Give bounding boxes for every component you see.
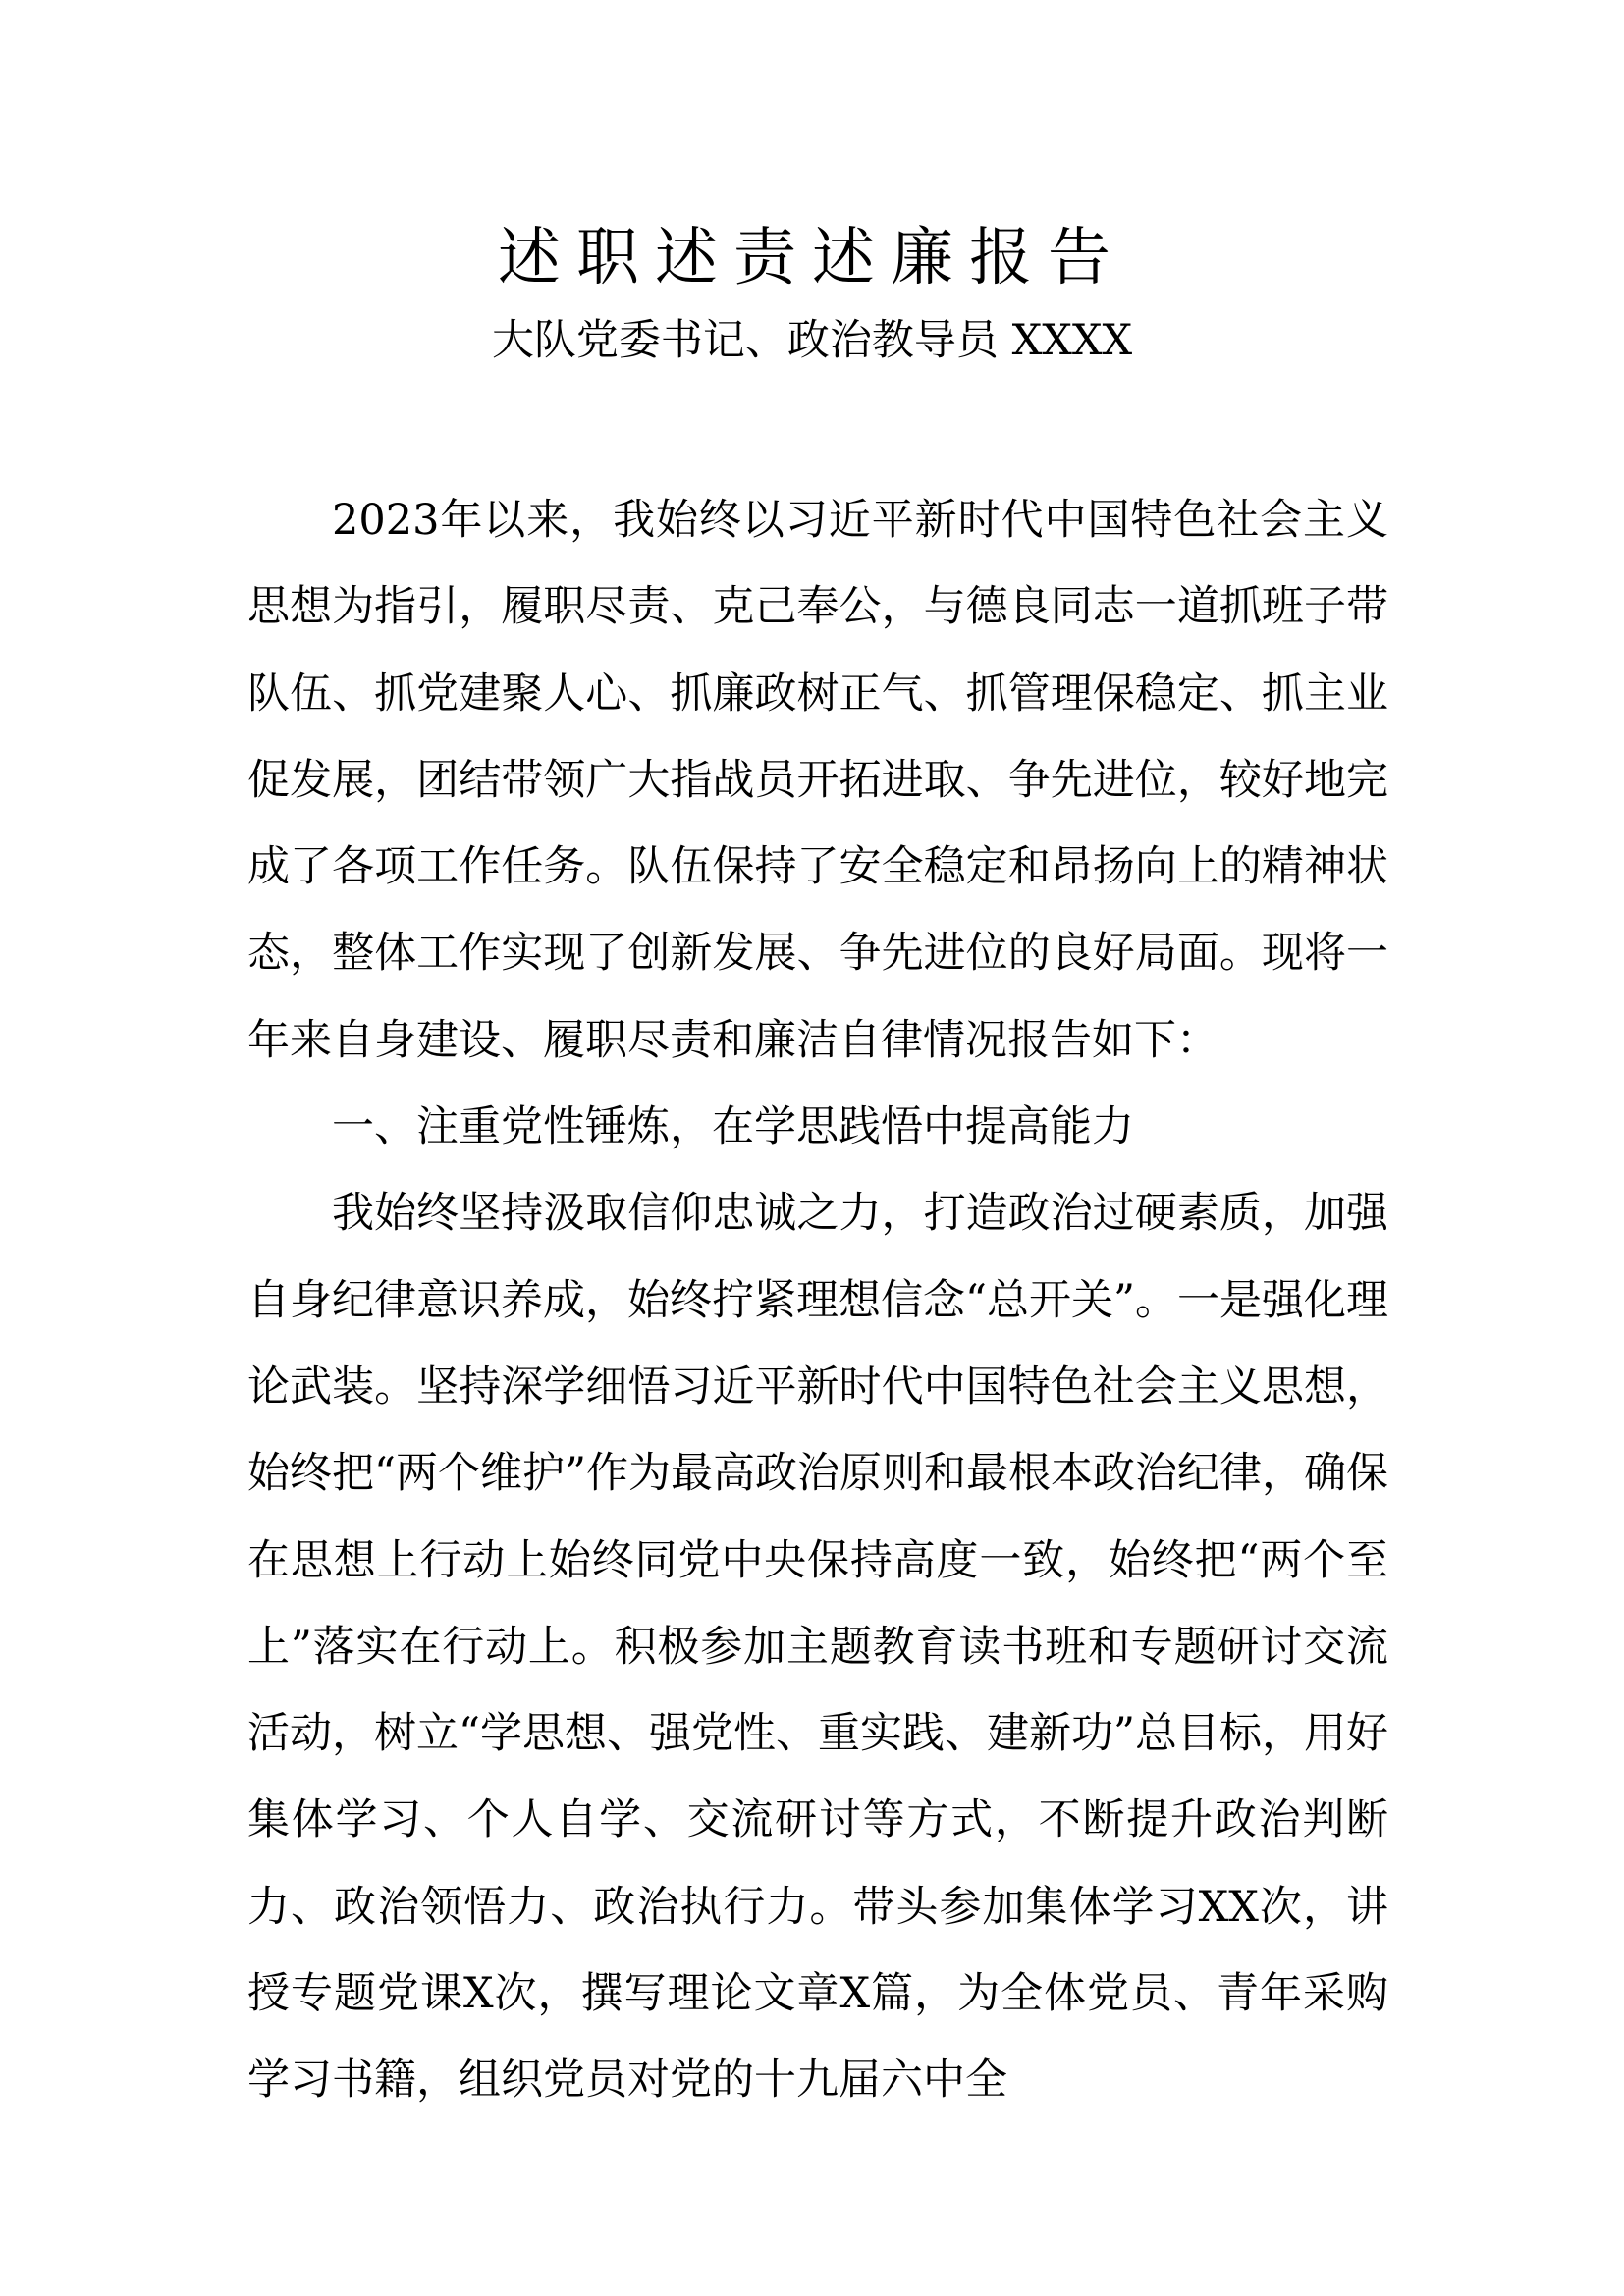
document-subtitle: 大队党委书记、政治教导员 XXXX [491,316,1133,365]
document-title: 述职述责述廉报告 [498,222,1126,294]
section-heading-1: 一、注重党性锤炼，在学思践悟中提高能力 [332,1102,1134,1152]
intro-paragraph: 2023年以来，我始终以习近平新时代中国特色社会主义思想为指引，履职尽责、克己奉公，与德良同志一道抓班子带队伍、抓党建聚人心、抓廉政树正气、抓管理保稳定、抓主业促发展，团结带领广大指战员开拓进取、争先进位，较好地完成了各项工作任务。队伍保持了安全稳定和昂扬向上的精神状态，整体工作实现了创新发展、争先进位的良好局面。现将一年来自身建设、履职尽责和廉洁自律情况报告如下： [247,496,1388,1065]
section-1-paragraph: 我始终坚持汲取信仰忠诚之力，打造政治过硬素质，加强自身纪律意识养成，始终拧紧理想信念“总开关”。一是强化理论武装。坚持深学细悟习近平新时代中国特色社会主义思想，始终把“两个维护”作为最高政治原则和最根本政治纪律，确保在思想上行动上始终同党中央保持高度一致，始终把“两个至上”落实在行动上。积极参加主题教育读书班和专题研讨交流活动，树立“学思想、强党性、重实践、建新功”总目标，用好集体学习、个人自学、交流研讨等方式，不断提升政治判断力、政治领悟力、政治执行力。带头参加集体学习XX次，讲授专题党课X次，撰写理论文章X篇，为全体党员、青年采购学习书籍，组织党员对党的十九届六中全 [247,1189,1388,2106]
document-body [247,477,1388,2124]
